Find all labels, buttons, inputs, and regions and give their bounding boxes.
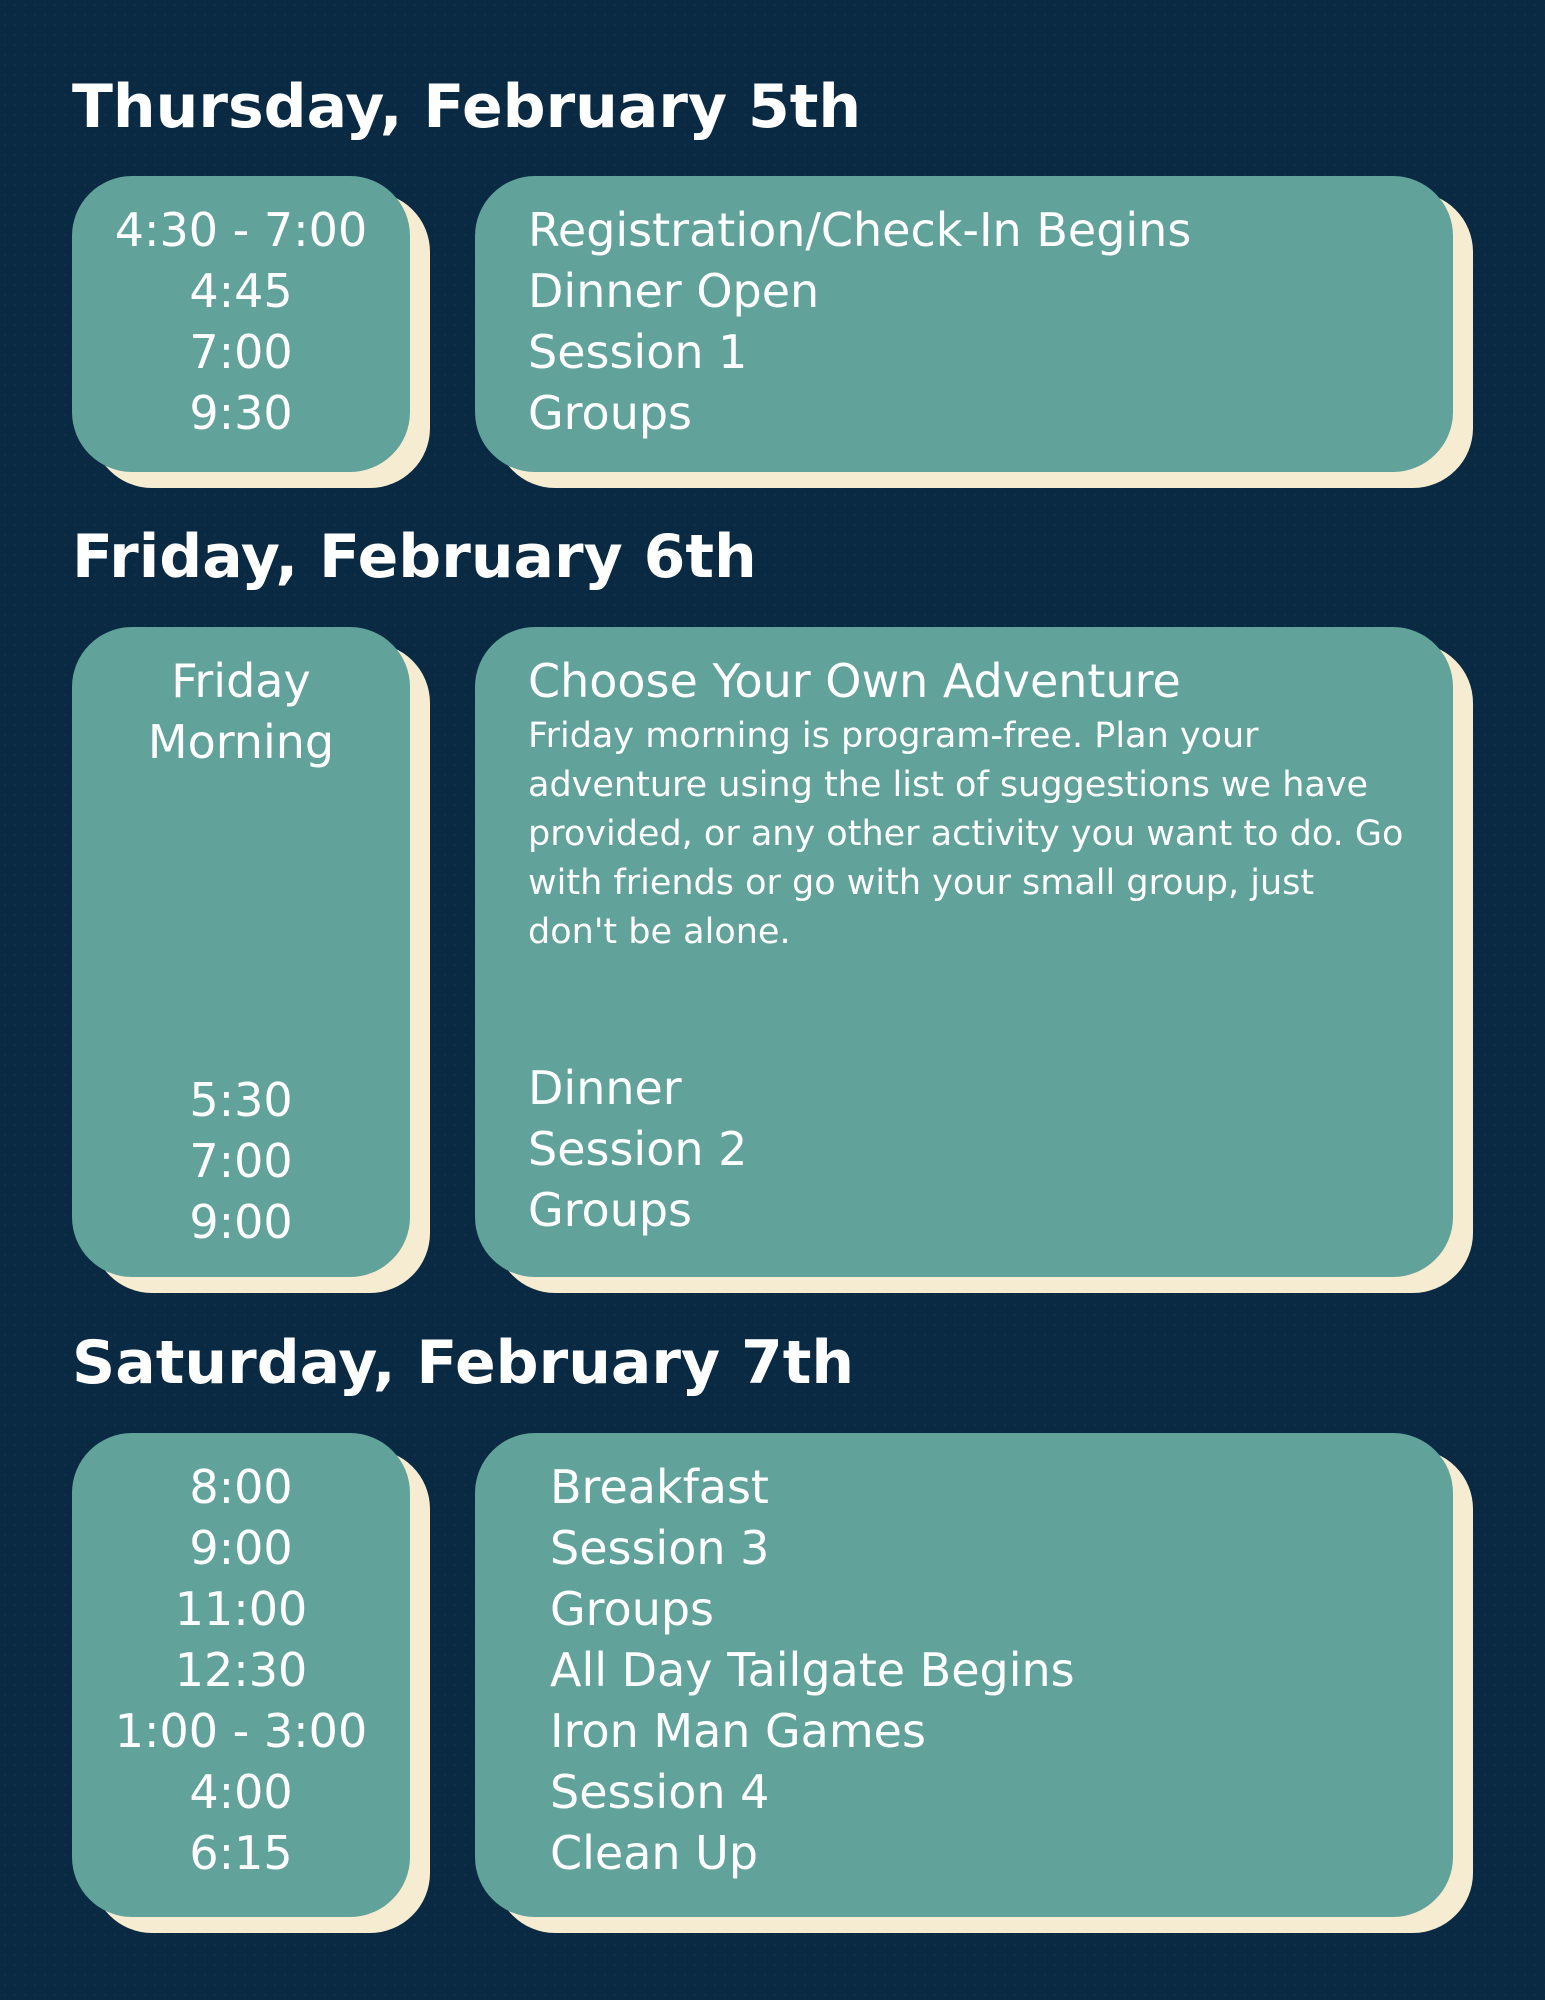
time-item: 1:00 - 3:00: [114, 1704, 368, 1758]
time-item: 8:00: [189, 1460, 293, 1514]
event-item: All Day Tailgate Begins: [550, 1643, 1075, 1697]
event-list: [528, 1058, 1413, 1241]
time-list: [72, 1457, 410, 1884]
time-item: 7:00: [189, 1134, 293, 1188]
event-list: [550, 1457, 1413, 1884]
event-item: Groups: [550, 1582, 715, 1636]
time-item: 4:00: [189, 1765, 293, 1819]
time-list: [72, 1070, 410, 1253]
time-card-thursday: [72, 176, 410, 472]
event-card-thursday: [475, 176, 1453, 472]
event-item: Session 2: [528, 1122, 748, 1176]
event-item: Session 3: [550, 1521, 770, 1575]
event-item: Dinner Open: [528, 264, 820, 318]
time-item: 4:30 - 7:00: [114, 203, 368, 257]
time-list: [72, 200, 410, 444]
event-item: Iron Man Games: [550, 1704, 926, 1758]
time-item: 7:00: [189, 325, 293, 379]
time-item: 9:30: [189, 386, 293, 440]
feature-block: [528, 651, 1413, 957]
time-item: 5:30: [189, 1073, 293, 1127]
event-item: Dinner: [528, 1061, 682, 1115]
event-item: Clean Up: [550, 1826, 759, 1880]
event-item: Groups: [528, 1183, 693, 1237]
time-item: 6:15: [189, 1826, 293, 1880]
time-item: 9:00: [189, 1195, 293, 1249]
period-label: [72, 651, 410, 773]
period-label-line: Morning: [147, 715, 335, 769]
day-heading-friday: Friday, February 6th: [72, 522, 757, 592]
event-card-friday: [475, 627, 1453, 1277]
day-heading-thursday: Thursday, February 5th: [72, 72, 862, 142]
period-label-line: Friday: [171, 654, 311, 708]
day-heading-saturday: Saturday, February 7th: [72, 1328, 855, 1398]
event-card-saturday: [475, 1433, 1453, 1917]
time-item: 12:30: [174, 1643, 308, 1697]
event-item: Breakfast: [550, 1460, 769, 1514]
time-card-saturday: [72, 1433, 410, 1917]
event-list: [528, 200, 1413, 444]
time-item: 9:00: [189, 1521, 293, 1575]
event-item: Groups: [528, 386, 693, 440]
event-item: Session 1: [528, 325, 748, 379]
feature-title: Choose Your Own Adventure: [528, 654, 1181, 708]
time-item: 11:00: [174, 1582, 308, 1636]
time-card-friday: [72, 627, 410, 1277]
feature-description: Friday morning is program-free. Plan your adventure using the list of suggestions we have provided, or any other activity you want to do. Go with friends or go with your small group, just don't be alone.: [528, 716, 1404, 952]
time-item: 4:45: [189, 264, 293, 318]
event-item: Session 4: [550, 1765, 770, 1819]
event-item: Registration/Check-In Begins: [528, 203, 1192, 257]
